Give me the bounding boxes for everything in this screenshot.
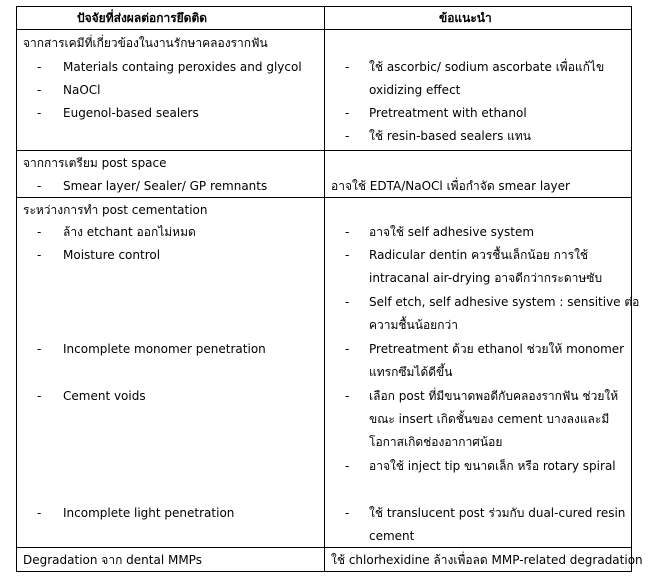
bullet-dash: - — [37, 342, 42, 356]
factor-item: Cement voids — [63, 389, 146, 403]
factor-item: Moisture control — [63, 248, 161, 262]
advice-line: อาจใช้ self adhesive system — [369, 225, 535, 239]
section-title: จากการเตรียม post space — [23, 156, 167, 170]
advice-line: cement — [369, 529, 415, 543]
factor-item: Eugenol-based sealers — [63, 106, 199, 120]
bullet-dash: - — [37, 179, 42, 193]
header-factor: ปัจจัยที่ส่งผลต่อการยึดติด — [77, 11, 208, 25]
bullet-dash: - — [37, 60, 42, 74]
advice-line: ใช้ translucent post ร่วมกับ dual-cured resin — [369, 506, 626, 520]
bullet-dash: - — [345, 389, 350, 403]
bullet-dash: - — [345, 129, 350, 143]
advice-line: เลือก post ที่มีขนาดพอดีกับคลองรากฟัน ช่วยให้ — [369, 389, 619, 403]
row-divider — [17, 150, 631, 151]
bullet-dash: - — [37, 225, 42, 239]
section-title: ระหว่างการทำ post cementation — [23, 203, 208, 217]
factor-item: Incomplete monomer penetration — [63, 342, 266, 356]
bullet-dash: - — [345, 225, 350, 239]
bullet-dash: - — [37, 506, 42, 520]
column-divider — [324, 7, 325, 571]
advice-line: ความชื้นน้อยกว่า — [369, 318, 458, 332]
advice-line: อาจใช้ inject tip ขนาดเล็ก หรือ rotary spiral — [369, 459, 616, 473]
advice-line: ใช้ ascorbic/ sodium ascorbate เพื่อแก้ไข — [369, 60, 605, 74]
section-title: Degradation จาก dental MMPs — [23, 553, 202, 567]
header-divider — [17, 29, 631, 30]
section-title: จากสารเคมีที่เกี่ยวข้องในงานรักษาคลองรากฟัน — [23, 36, 268, 50]
advice-line: Self etch, self adhesive system : sensitive ต่อ — [369, 295, 640, 309]
bullet-dash: - — [345, 60, 350, 74]
bullet-dash: - — [345, 106, 350, 120]
row-divider — [17, 547, 631, 548]
factor-item: Smear layer/ Sealer/ GP remnants — [63, 179, 268, 193]
advice-line: Pretreatment with ethanol — [369, 106, 527, 120]
factor-item: NaOCl — [63, 83, 101, 97]
advice-line: oxidizing effect — [369, 83, 461, 97]
bullet-dash: - — [37, 83, 42, 97]
advice-line: ใช้ chlorhexidine ล้างเพื่อลด MMP-related degradation — [331, 553, 643, 567]
row-divider — [17, 197, 631, 198]
advice-line: โอกาสเกิดช่องอากาศน้อย — [369, 435, 503, 449]
advice-line: อาจใช้ EDTA/NaOCl เพื่อกำจัด smear layer — [331, 179, 570, 193]
advice-line: ใช้ resin-based sealers แทน — [369, 129, 531, 143]
bullet-dash: - — [345, 459, 350, 473]
advice-line: ขณะ insert เกิดชั้นของ cement บางลงและมี — [369, 412, 610, 426]
advice-line: Radicular dentin ควรชื้นเล็กน้อย การใช้ — [369, 248, 589, 262]
bullet-dash: - — [345, 248, 350, 262]
recommendation-table — [16, 6, 643, 572]
factor-item: ล้าง etchant ออกไม่หมด — [63, 225, 196, 239]
bullet-dash: - — [345, 295, 350, 309]
bullet-dash: - — [37, 106, 42, 120]
advice-line: intracanal air-drying อาจดีกว่ากระดาษซับ — [369, 271, 603, 285]
advice-line: Pretreatment ด้วย ethanol ช่วยให้ monomer — [369, 342, 625, 356]
bullet-dash: - — [345, 506, 350, 520]
bullet-dash: - — [37, 248, 42, 262]
header-advice: ข้อแนะนำ — [439, 11, 492, 25]
factor-item: Materials containg peroxides and glycol — [63, 60, 302, 74]
bullet-dash: - — [345, 342, 350, 356]
bullet-dash: - — [37, 389, 42, 403]
advice-line: แทรกซึมได้ดีขึ้น — [369, 365, 453, 379]
factor-item: Incomplete light penetration — [63, 506, 235, 520]
